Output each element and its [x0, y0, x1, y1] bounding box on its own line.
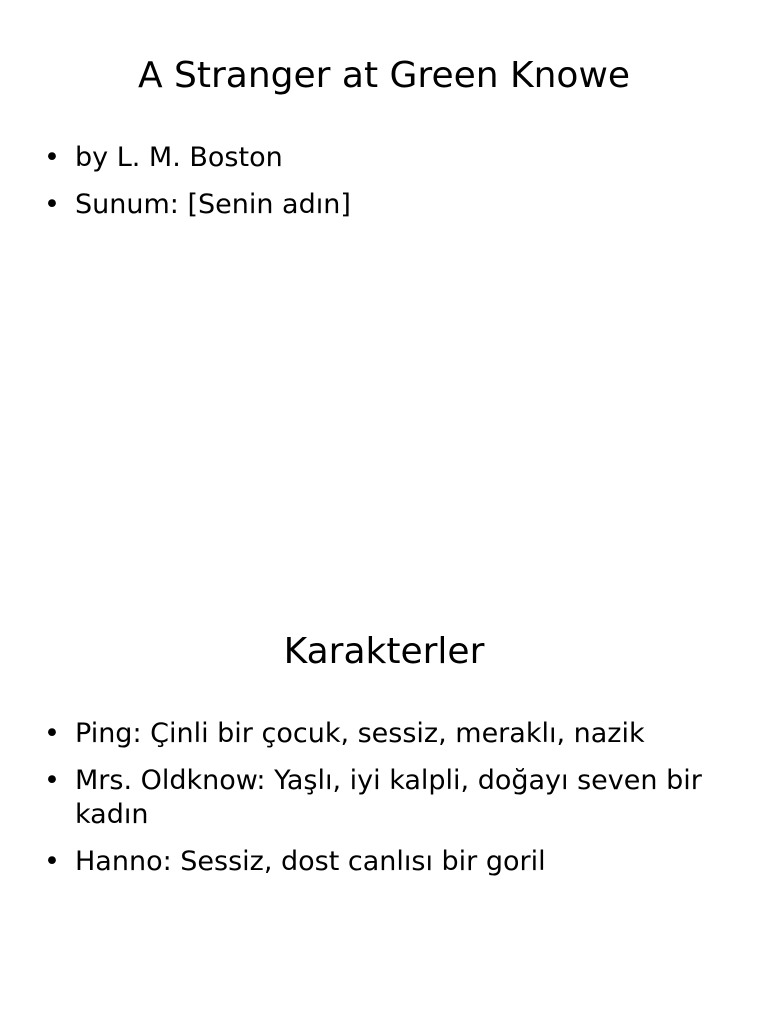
bullet-icon: • — [44, 718, 60, 749]
bullet-list — [44, 717, 734, 892]
list-item — [44, 188, 734, 222]
slide-title: Karakterler — [283, 631, 485, 672]
list-item — [44, 141, 734, 175]
list-item — [44, 764, 734, 832]
list-item-text: by L. M. Boston — [75, 142, 283, 173]
list-item-text: Ping: Çinli bir çocuk, sessiz, meraklı, nazik — [75, 718, 645, 749]
list-item-text: Mrs. Oldknow: Yaşlı, iyi kalpli, doğayı seven bir kadın — [75, 765, 702, 830]
bullet-icon: • — [44, 142, 60, 173]
bullet-list — [44, 141, 734, 235]
bullet-icon: • — [44, 846, 60, 877]
bullet-icon: • — [44, 765, 60, 796]
bullet-icon: • — [44, 189, 60, 220]
list-item-text: Hanno: Sessiz, dost canlısı bir goril — [75, 846, 546, 877]
list-item — [44, 717, 734, 751]
slide-title: A Stranger at Green Knowe — [137, 55, 631, 96]
list-item-text: Sunum: [Senin adın] — [75, 189, 351, 220]
list-item — [44, 845, 734, 879]
slide-2 — [0, 576, 768, 1024]
